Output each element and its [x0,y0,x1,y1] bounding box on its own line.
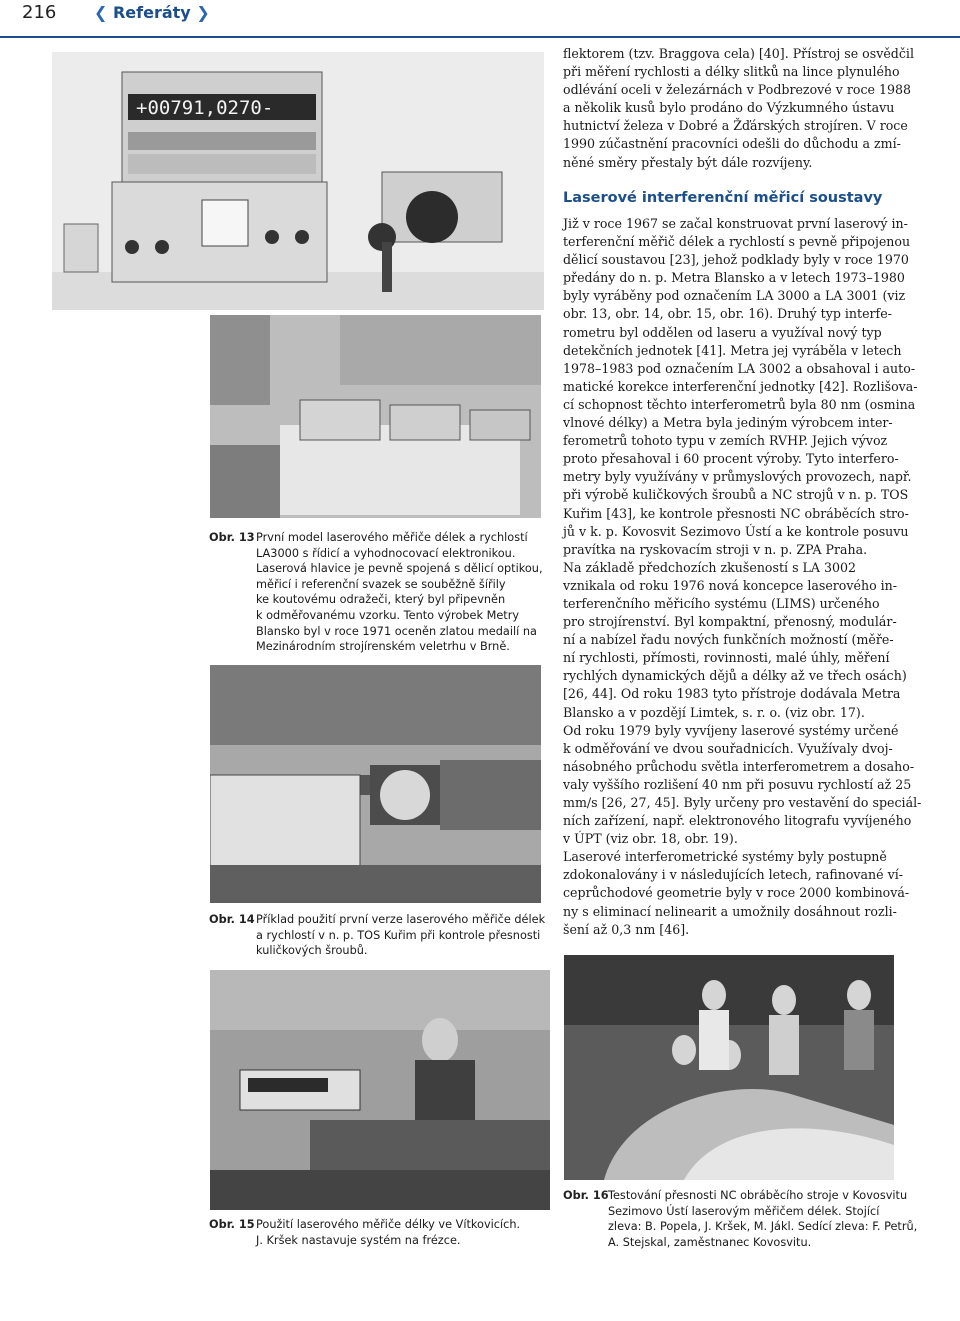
text-line: Od roku 1979 byly vyvíjeny laserové systémy určené [563,722,899,738]
text-line: Blansko a v pozdějí Limtek, s. r. o. (viz obr. 17). [563,704,865,720]
text-line: při výrobě kuličkových šroubů a NC strojů v n. p. TOS [563,487,909,503]
text-line: Na základě předchozích zkušeností s LA 3002 [563,559,857,575]
figure-16-tag: Obr. 16 [563,1189,609,1202]
text-line: předány do n. p. Metra Blansko a v letech 1973–1980 [563,270,905,286]
photo-kovosvit-testing [564,955,894,1180]
figure-15-tag: Obr. 15 [209,1218,255,1231]
figure-16-caption [563,1188,918,1250]
page-number: 216 [22,2,57,23]
text-line: odlévání oceli v železárnách v Podbrezové v roce 1988 [563,82,912,98]
caption-line: LA3000 s řídicí a vyhodnocovací elektronikou. [256,546,516,560]
photo-vitkovice-milling [210,970,550,1210]
caption-line: Testování přesnosti NC obráběcího stroje v Kovosvitu [608,1189,908,1202]
photo-tos-kurim [210,665,541,903]
text-line: rychlých dynamických dějů a délky až ve třech osách) [563,668,907,684]
caption-line: a rychlostí v n. p. TOS Kuřim při kontrole přesnosti [256,928,541,942]
text-line: 1990 zúčastnění pracovníci odešli do důchodu a zmí- [563,136,901,152]
text-line: ferometrů tohoto typu v zemích RVHP. Jejich vývoz [563,433,888,449]
caption-line: měřicí i referenční svazek se souběžně šířily [256,577,506,591]
text-line: ceprůchodové geometrie byly v roce 2000 kombinová- [563,885,910,901]
text-line: byly vyráběny pod označením LA 3000 a LA 3001 (viz [563,288,906,304]
text-line: obr. 13, obr. 14, obr. 15, obr. 16). Druhý typ interfe- [563,306,892,322]
text-line: 1978–1983 pod označením LA 3002 a obsahoval i auto- [563,360,916,376]
header-rule [0,36,960,38]
text-line: vlnové délky) a Metra byla jediným výrobcem inter- [563,415,893,431]
caption-line: Příklad použití první verze laserového měřiče délek [256,913,546,926]
section-title-text: Referáty [112,3,191,22]
caption-line: A. Stejskal, zaměstnanec Kovosvitu. [608,1235,812,1249]
text-line: hutnictví železa v Dobré a Žďárských strojíren. V roce [563,118,908,134]
text-line: a několik kusů bylo prodáno do Výzkumného ústavu [563,100,895,116]
text-line: ní a nabízel řadu nových funkčních možností (měře- [563,632,894,648]
text-line: jů v k. p. Kovosvit Sezimovo Ústí a ke kontrole posuvu [563,523,909,539]
text-line: terferenčního měřicího systému (LIMS) určeného [563,595,880,611]
text-line: ny s eliminací nelinearit a umožnily dosáhnout rozli- [563,903,897,919]
caption-line: Sezimovo Ústí laserovým měřičem délek. Stojící [608,1204,880,1218]
caption-line: Blansko byl v roce 1971 oceněn zlatou medailí na [256,624,537,638]
text-line: k odměřování ve dvou souřadnicích. Využívaly dvoj- [563,740,893,756]
text-line: zdokonalovány i v následujících letech, rafinované ví- [563,867,904,883]
text-line: cí schopnost těchto interferometrů byla 80 nm (osmina [563,396,916,412]
text-line: valy vyššího rozlišení 40 nm při posuvu rychlostí až 25 [563,776,912,792]
caption-line: J. Kršek nastavuje systém na frézce. [256,1233,461,1247]
caption-line: Mezinárodním strojírenském veletrhu v Brně. [256,640,510,654]
text-line: terferenční měřič délek a rychlostí s pevně připojenou [563,234,911,250]
caption-line: kuličkových šroubů. [256,944,368,958]
caption-line: Laserová hlavice je pevně spojená s dělicí optikou, [256,562,543,576]
photo-la3000-apparatus [52,52,544,310]
text-line: mm/s [26, 27, 45]. Byly určeny pro vestavění do speciál- [563,795,922,810]
caption-line: ke koutovému odražeči, který byl připevněn [256,593,506,607]
body-text [563,215,922,939]
figure-14-caption [209,912,549,959]
text-line: v ÚPT (viz obr. 18, obr. 19). [563,831,738,847]
display-readout: +00791,0270- [136,97,274,119]
text-line: při měření rychlosti a délky slitků na lince plynulého [563,64,900,80]
text-line: flektorem (tzv. Braggova cela) [40]. Přístroj se osvědčil [563,46,914,61]
caption-line: Použití laserového měřiče délky ve Vítkovicích. [256,1218,521,1231]
photo-exhibition-stand [210,315,541,518]
caption-line: k odměřovanému vzorku. Tento výrobek Metry [256,608,520,622]
text-line: dělicí soustavou [23], jehož podklady byly v roce 1970 [563,252,909,268]
section-heading: Laserové interferenční měřicí soustavy [563,190,883,206]
text-line: rometru byl oddělen od laseru a využíval nový typ [563,324,882,340]
text-line: ní rychlosti, přímosti, rovinnosti, malé úhly, měření [563,650,890,666]
caption-line: První model laserového měřiče délek a rychlostí [256,531,528,544]
text-line: [26, 44]. Od roku 1983 tyto přístroje dodávala Metra [563,686,901,702]
figure-13-tag: Obr. 13 [209,531,255,544]
text-line: matické korekce interferenční jednotky [42]. Rozlišova- [563,378,918,394]
caption-line: zleva: B. Popela, J. Kršek, M. Jákl. Sedící zleva: F. Petrů, [608,1220,918,1234]
figure-13-caption [209,530,549,655]
text-line: detekčních jednotek [41]. Metra jej vyráběla v letech [563,342,902,358]
text-line: vznikala od roku 1976 nová koncepce laserového in- [563,577,898,593]
text-line: Kuřim [43], ke kontrole přesnosti NC obráběcích stro- [563,505,909,521]
figure-14-tag: Obr. 14 [209,913,255,926]
chevron-left-icon: ❮ [94,3,108,22]
figure-15-caption [209,1217,549,1248]
text-line: ních zařízení, např. elektronového litografu vyvíjeného [563,813,912,829]
intro-paragraph [563,45,914,172]
text-line: Již v roce 1967 se začal konstruovat první laserový in- [563,216,908,231]
text-line: šení až 0,3 nm [46]. [563,921,690,937]
section-title [94,3,210,22]
text-line: pravítka na ryskovacím stroji v n. p. ZPA Praha. [563,541,868,557]
text-line: Laserové interferometrické systémy byly postupně [563,849,887,865]
text-line: násobného průchodu světla interferometrem a dosaho- [563,758,915,774]
chevron-right-icon: ❯ [196,3,210,22]
text-line: něné směry přestaly být dále rozvíjeny. [563,154,813,170]
text-line: proto přesahoval i 60 procent výroby. Tyto interfero- [563,451,899,467]
text-line: pro strojírenství. Byl kompaktní, přenosný, modulár- [563,614,897,630]
text-line: metry byly využívány v průmyslových provozech, např. [563,469,912,485]
